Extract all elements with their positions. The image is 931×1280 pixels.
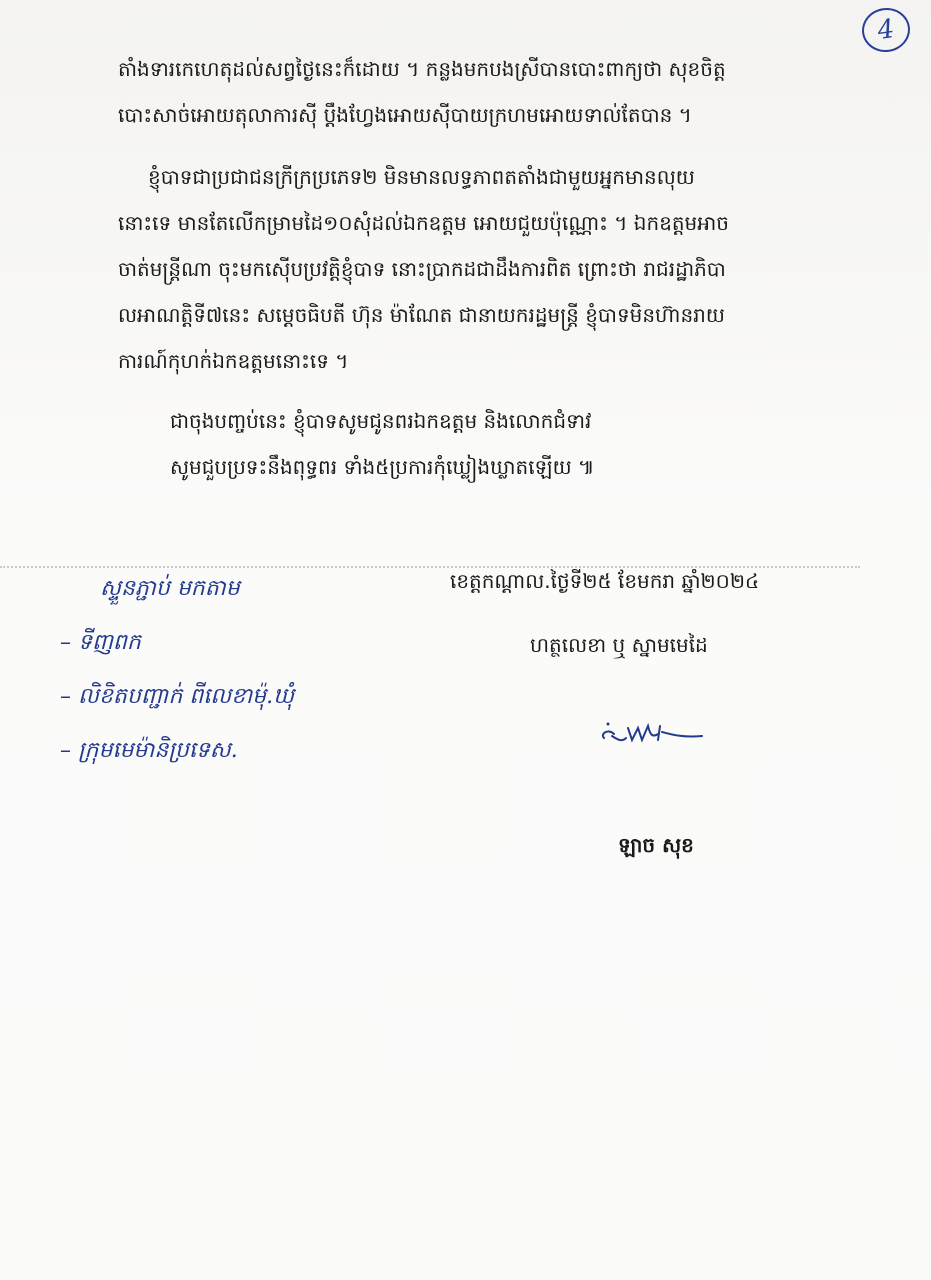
handwritten-notes [60,562,440,778]
paragraph-closing [118,398,838,490]
paragraph-2 [118,154,838,384]
text-line: នោះទេ មានតែលើកម្រាមដៃ១០សុំដល់ឯកឧត្តម អោយជួយប៉ុណ្ណោះ ។ ឯកឧត្តមអាច [118,211,729,235]
handwritten-line: ស្ទួនភ្ជាប់ មកតាម [100,576,240,601]
signer-name: ឡាច សុខ [618,833,694,857]
text-line: ការណ៍កុហក់ឯកឧត្តមនោះទេ ។ [118,349,349,373]
text-line: ចាត់មន្ត្រីណា ចុះមកស៊ើបប្រវត្តិខ្ញុំបាទ នោះប្រាកដជាដឹងការពិត ព្រោះថា រាជរដ្ឋាភិបា [118,257,726,281]
date-place-line: ខេត្តកណ្ដាល.ថ្ងៃទី២៥ ខែមករា ឆ្នាំ២០២៤ [450,569,760,593]
handwritten-line: – ទីញពក [60,630,141,655]
text-line: តាំងទារកេហេតុដល់សព្វថ្ងៃនេះក៏ដោយ ។ កន្លងមកបងស្រីបានបោះពាក្យថា សុខចិត្ត [118,57,726,81]
text-line: បោះសាច់អោយតុលាការស៊ី ប្ដឹងហ្វែងអោយស៊ីបាយក្រហមអោយទាល់តែបាន ។ [118,103,692,127]
handwritten-line: – ក្រុមមេម៉ានិប្រទេស. [60,738,238,763]
text-line: សូមជួបប្រទះនឹងពុទ្ធពរ ទាំង៥ប្រការកុំឃ្លៀងឃ្លាតឡើយ ៕ [170,455,595,479]
text-line: លអាណត្តិទី៧នេះ សម្ដេចធិបតី ហ៊ុន ម៉ាណែត ជានាយករដ្ឋមន្ត្រី ខ្ញុំបាទមិនហ៊ានរាយ [118,303,725,327]
page-number-badge: 4 [859,5,913,55]
paragraph-1 [118,46,838,138]
text-line: ជាចុងបញ្ចប់នេះ ខ្ញុំបាទសូមជូនពរឯកឧត្តម និងលោកជំទាវ [170,409,592,433]
text-line: ខ្ញុំបាទជាប្រជាជនក្រីក្រប្រភេទ២ មិនមានលទ្ធភាពតតាំងជាមួយអ្នកមានលុយ [148,165,695,189]
signature-mark [598,712,708,752]
signature-label: ហត្ថលេខា ឬ ស្នាមមេដៃ [530,633,708,657]
handwritten-line: – លិខិតបញ្ជាក់ ពីលេខាម៉ុ.ឃុំ [60,684,295,709]
